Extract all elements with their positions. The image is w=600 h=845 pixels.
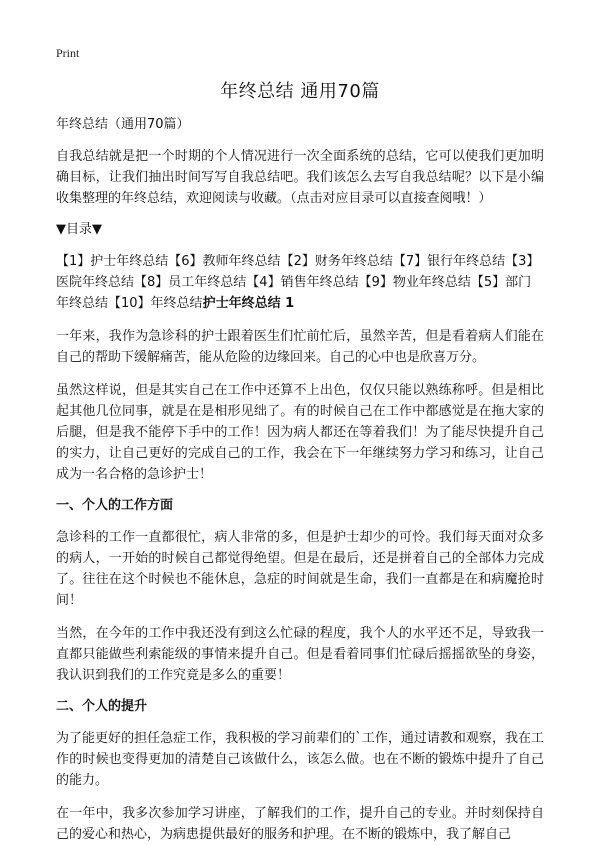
- toc-item-6[interactable]: 【6】教师年终总结: [168, 254, 281, 269]
- body-paragraph: 虽然这样说，但是其实自己在工作中还算不上出色，仅仅只能以熟练称呼。但是相比起其他几位同事，就是在是相形见绌了。有的时候自己在工作中都感觉是在拖大家的后腿，但是我不能停下手中的工作！因为病人都还在等着我们！为了能尽快提升自己的实力，让自己更好的完成自己的工作，我会在下一年继续努力学习和练习，让自己成为一名合格的急诊护士！: [56, 383, 544, 482]
- toc-item-8[interactable]: 【8】员工年终总结: [134, 275, 247, 290]
- body-paragraph: 一年来，我作为急诊科的护士跟着医生们忙前忙后，虽然辛苦，但是看着病人们能在自己的帮助下缓解痛苦，能从危险的边缘回来。自己的心中也是欣喜万分。: [56, 329, 544, 365]
- body-paragraph: 在一年中，我多次参加学习讲座，了解我们的工作，提升自己的专业。并时刻保持自己的爱心和热心，为病患提供最好的服务和护理。在不断的锻炼中，我了解自己: [56, 806, 544, 842]
- toc-item-1[interactable]: 【1】护士年终总结: [56, 254, 169, 269]
- document-subtitle: 年终总结（通用70篇）: [56, 117, 190, 132]
- toc-item-7[interactable]: 【7】银行年终总结: [392, 254, 506, 269]
- toc-item-9[interactable]: 【9】物业年终总结: [358, 275, 471, 290]
- body-paragraph: 当然，在今年的工作中我还没有到这么忙碌的程度，我个人的水平还不足，导致我一直都只能做些利索能级的事情来提升自己。但是看着同事们忙碌后摇摇欲坠的身姿，我认识到我们的工作究竟是多么的重要！: [56, 626, 544, 683]
- print-link[interactable]: Print: [56, 46, 80, 60]
- toc-item-4[interactable]: 【4】销售年终总结: [246, 275, 359, 290]
- section-heading-improvement: 二、个人的提升: [56, 699, 148, 714]
- toc-item-3[interactable]: 【3】医院年终总结: [56, 254, 540, 290]
- section-heading-work: 一、个人的工作方面: [56, 498, 174, 513]
- table-of-contents: [56, 251, 544, 314]
- toc-item-5[interactable]: 【5】部门年终总结: [56, 275, 532, 311]
- toc-item-10[interactable]: 【10】年终总结: [108, 296, 203, 311]
- toc-item-2[interactable]: 【2】财务年终总结: [280, 254, 393, 269]
- section-title-nurse-summary: 护士年终总结 1: [202, 296, 295, 311]
- body-paragraph: 为了能更好的担任急症工作，我积极的学习前辈们的`工作，通过请教和观察，我在工作的时候也变得更加的清楚自己该做什么，该怎么做。也在不断的锻炼中提升了自己的能力。: [56, 731, 544, 788]
- page-title: 年终总结 通用70篇: [220, 81, 380, 102]
- intro-paragraph: 自我总结就是把一个时期的个人情况进行一次全面系统的总结，它可以使我们更加明确目标，让我们抽出时间写写自我总结吧。我们该怎么去写自我总结呢？以下是小编收集整理的年终总结，欢迎阅读与收藏。（点击对应目录可以直接查阅哦！）: [56, 149, 544, 206]
- body-paragraph: 急诊科的工作一直都很忙，病人非常的多，但是护士却少的可怜。我们每天面对众多的病人，一开始的时候自己都觉得绝望。但是在最后，还是拼着自己的全部体力完成了。往往在这个时候也不能休息，急症的时间就是生命，我们一直都是在和病魔抢时间！: [56, 530, 544, 608]
- toc-heading: ▼目录▼: [56, 222, 102, 237]
